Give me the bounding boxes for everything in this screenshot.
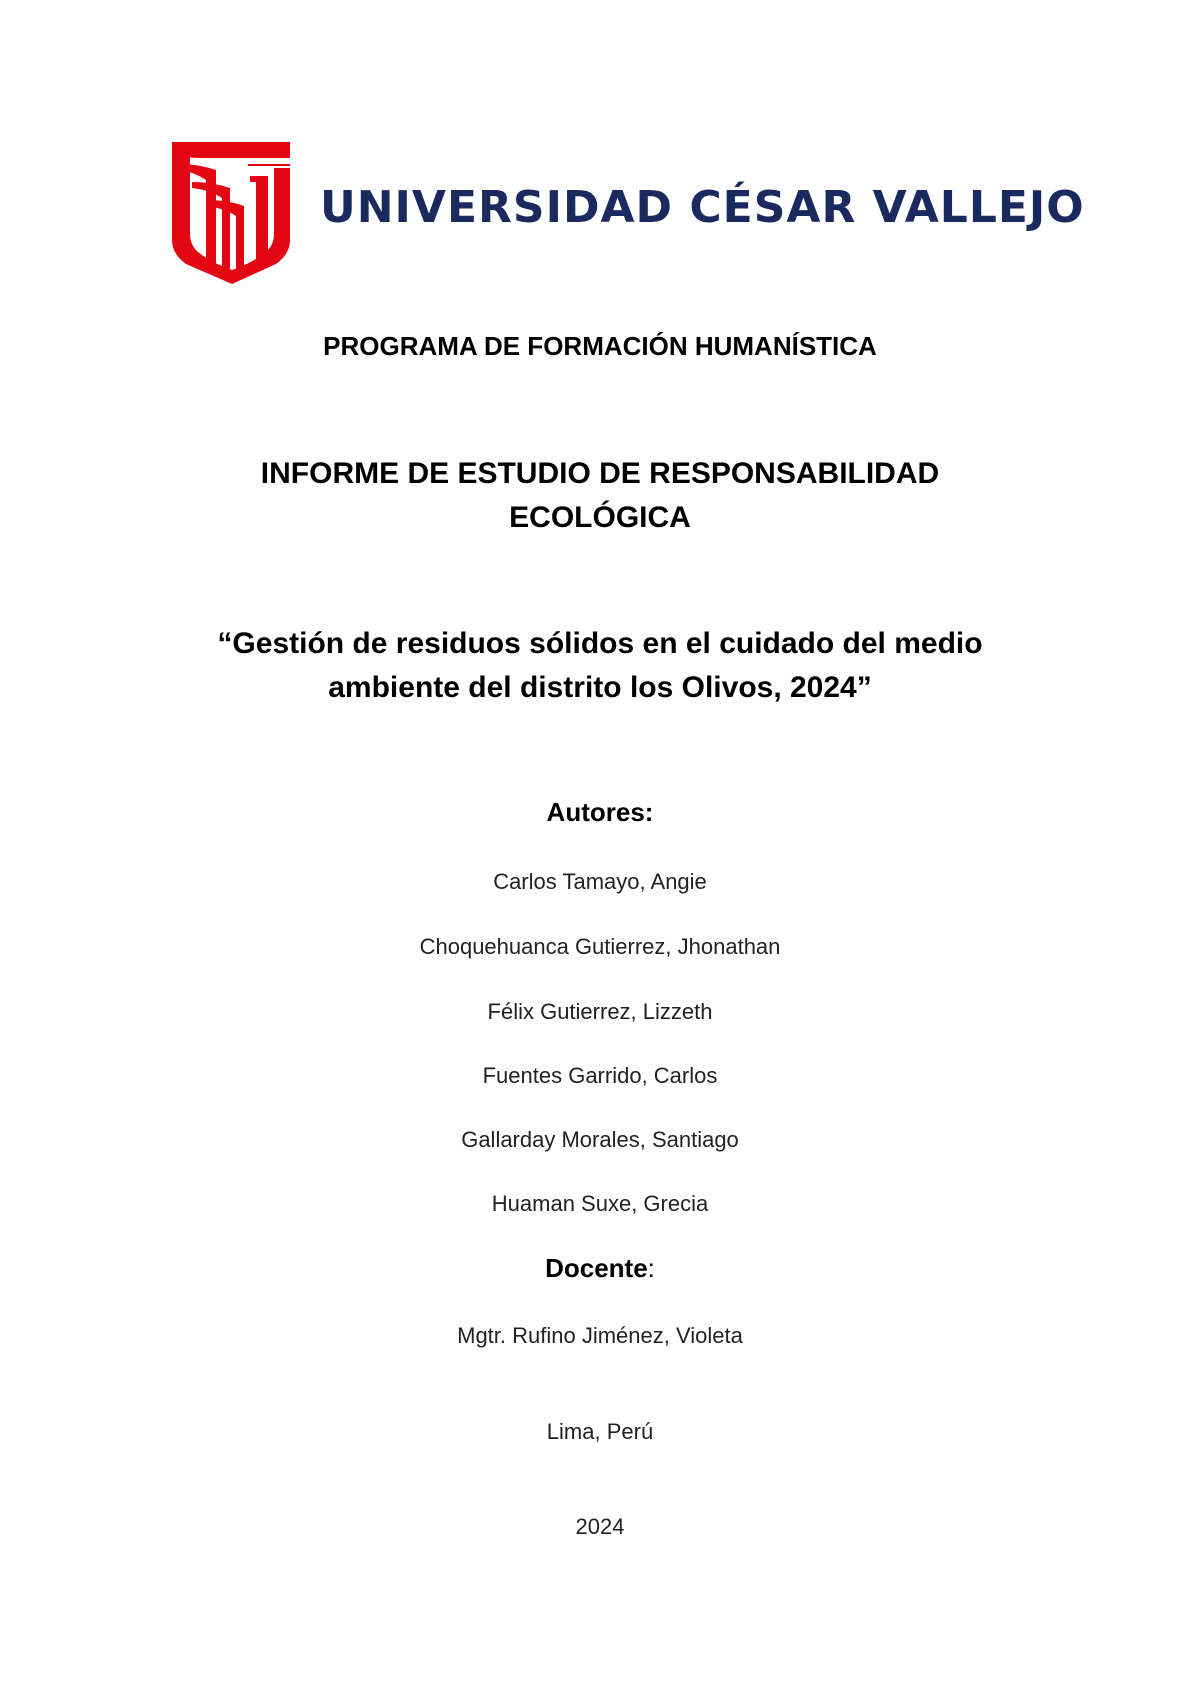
university-wordmark: UNIVERSIDAD CÉSAR VALLEJO <box>320 182 1085 233</box>
ucv-shield-icon <box>172 142 292 284</box>
report-title <box>0 452 1200 540</box>
teacher-heading-colon: : <box>647 1253 655 1283</box>
author-name: Fuentes Garrido, Carlos <box>482 1063 718 1088</box>
study-title-line-1: “Gestión de residuos sólidos en el cuidado del medio <box>217 627 983 660</box>
year: 2024 <box>575 1514 625 1539</box>
author-name: Félix Gutierrez, Lizzeth <box>487 999 713 1024</box>
authors-heading: Autores: <box>546 797 654 827</box>
teacher-name: Mgtr. Rufino Jiménez, Violeta <box>457 1323 743 1348</box>
report-title-line-1: INFORME DE ESTUDIO DE RESPONSABILIDAD <box>260 457 940 490</box>
report-title-line-2: ECOLÓGICA <box>509 501 691 534</box>
location: Lima, Perú <box>546 1419 654 1444</box>
study-title <box>0 622 1200 710</box>
teacher-heading <box>0 1252 1200 1284</box>
author-name: Choquehuanca Gutierrez, Jhonathan <box>419 934 781 959</box>
author-name: Carlos Tamayo, Angie <box>493 869 707 894</box>
program-name: PROGRAMA DE FORMACIÓN HUMANÍSTICA <box>323 331 877 361</box>
author-name: Huaman Suxe, Grecia <box>491 1191 709 1216</box>
teacher-heading-label: Docente <box>545 1253 648 1283</box>
study-title-line-2: ambiente del distrito los Olivos, 2024” <box>328 671 872 704</box>
author-name: Gallarday Morales, Santiago <box>461 1127 739 1152</box>
university-logo <box>172 142 1085 292</box>
